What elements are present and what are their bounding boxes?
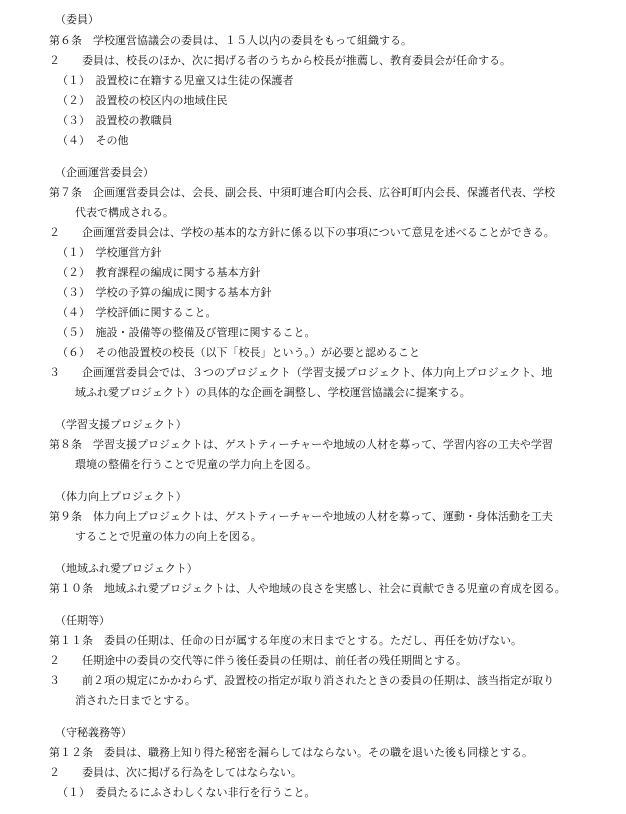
paragraph-text: ３ 企画運営委員会では、３つのプロジェクト（学習支援プロジェクト、体力向上プロジェクト、地 <box>49 366 553 379</box>
list-item: （１） 設置校に在籍する児童又は生徒の保護者 <box>57 74 294 87</box>
paragraph-text-continued: 域ふれ愛プロジェクト）の具体的な企画を調整し、学校運営協議会に提案する。 <box>75 386 471 399</box>
list-item: （４） その他 <box>57 134 129 147</box>
list-item: （３） 設置校の教職員 <box>57 114 173 127</box>
section-heading: （体力向上プロジェクト） <box>55 490 187 503</box>
list-item: （１） 委員たるにふさわしくない非行を行うこと。 <box>57 786 316 799</box>
article-text-continued: 代表で構成される。 <box>75 206 174 219</box>
section-heading: （地域ふれ愛プロジェクト） <box>55 562 198 575</box>
article-text: 第１０条 地域ふれ愛プロジェクトは、人や地域の良さを実感し、社会に貢献できる児童の育成を図る。 <box>49 582 566 595</box>
list-item: （２） 設置校の校区内の地域住民 <box>57 94 228 107</box>
section-heading: （企画運営委員会） <box>55 166 154 179</box>
paragraph-text: ３ 前２項の規定にかかわらず、設置校の指定が取り消されたときの委員の任期は、該当指定が取り <box>49 674 555 687</box>
paragraph-text: ２ 任期途中の委員の交代等に伴う後任委員の任期は、前任者の残任期間とする。 <box>49 654 467 667</box>
list-item: （６） その他設置校の校長（以下「校長」という。）が必要と認めること <box>57 346 420 359</box>
section-heading: （守秘義務等） <box>55 726 132 739</box>
list-item: （２） 教育課程の編成に関する基本方針 <box>57 266 261 279</box>
paragraph-text: ２ 企画運営委員会は、学校の基本的な方針に係る以下の事項について意見を述べることができる。 <box>49 226 555 239</box>
article-text: 第１２条 委員は、職務上知り得た秘密を漏らしてはならない。その職を退いた後も同様とする。 <box>49 746 533 759</box>
list-item: （４） 学校評価に関すること。 <box>57 306 217 319</box>
paragraph-text: ２ 委員は、次に掲げる行為をしてはならない。 <box>49 766 302 779</box>
section-heading: （学習支援プロジェクト） <box>55 418 187 431</box>
article-text: 第１１条 委員の任期は、任命の日が属する年度の末日までとする。ただし、再任を妨げない。 <box>49 634 522 647</box>
article-text: 第８条 学習支援プロジェクトは、ゲストティーチャーや地域の人材を募って、学習内容の工夫や学習 <box>49 438 553 451</box>
list-item: （１） 学校運営方針 <box>57 246 162 259</box>
article-text: 第７条 企画運営委員会は、会長、副会長、中須町連合町内会長、広谷町町内会長、保護者代表、学校 <box>49 186 555 199</box>
paragraph-text-continued: 消された日までとする。 <box>75 694 196 707</box>
section-heading: （委員） <box>55 13 99 26</box>
article-text: 第９条 体力向上プロジェクトは、ゲストティーチャーや地域の人材を募って、運動・身体活動を工夫 <box>49 510 553 523</box>
article-text: 第６条 学校運営協議会の委員は、１５人以内の委員をもって組織する。 <box>49 34 412 47</box>
paragraph-text: ２ 委員は、校長のほか、次に掲げる者のうちから校長が推薦し、教育委員会が任命する。 <box>49 54 511 67</box>
list-item: （５） 施設・設備等の整備及び管理に関すること。 <box>57 326 316 339</box>
list-item: （３） 学校の予算の編成に関する基本方針 <box>57 286 272 299</box>
article-text-continued: することで児童の体力の向上を図る。 <box>75 530 262 543</box>
section-heading: （任期等） <box>55 614 110 627</box>
article-text-continued: 環境の整備を行うことで児童の学力向上を図る。 <box>75 458 317 471</box>
